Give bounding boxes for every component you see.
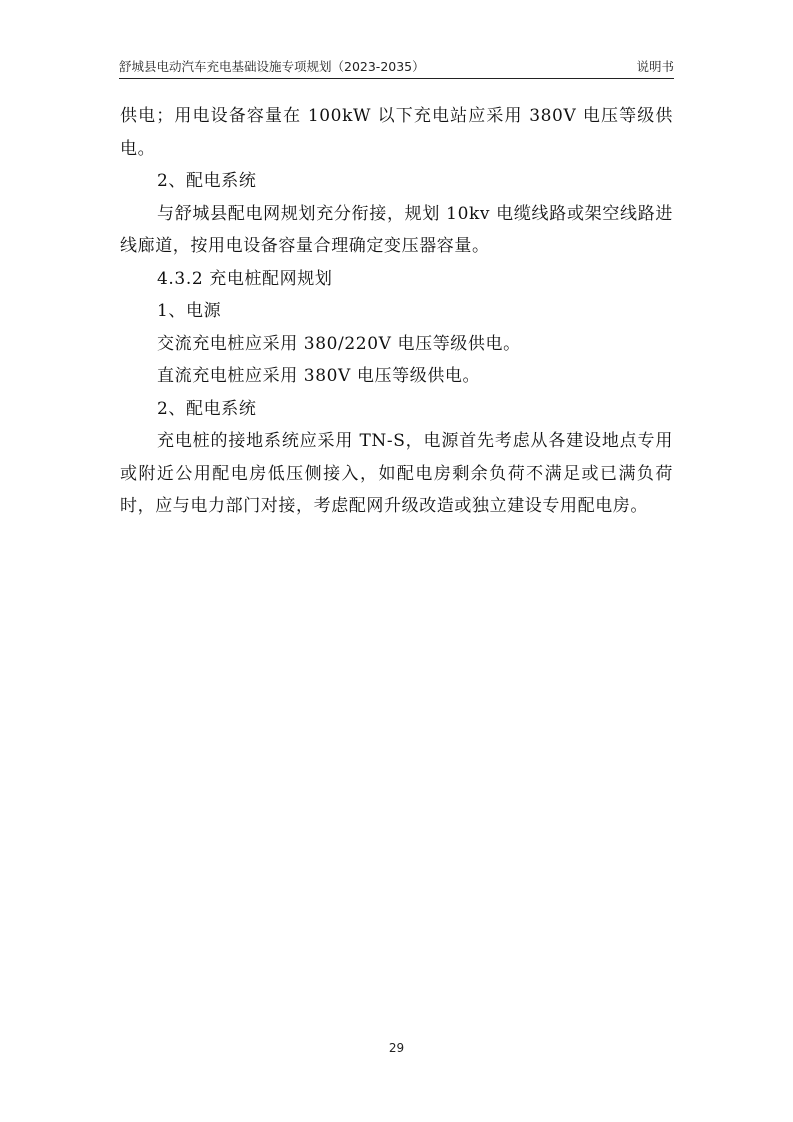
- list-item-distribution-system-2: 2、配电系统: [157, 398, 257, 419]
- paragraph-distribution-network: 与舒城县配电网规划充分衔接，规划 10kv 电缆线路或架空线路进线廊道，按用电设备容量合理确定变压器容量。: [120, 203, 673, 256]
- list-item-power-source: 1、电源: [157, 301, 222, 321]
- document-title: 舒城县电动汽车充电基础设施专项规划（2023-2035）: [119, 59, 425, 74]
- page-number: 29: [388, 1041, 405, 1055]
- paragraph-grounding-system: 充电桩的接地系统应采用 TN-S，电源首先考虑从各建设地点专用或附近公用配电房低压侧接入，如配电房剩余负荷不满足或已满负荷时，应与电力部门对接，考虑配网升级改造或独立建设专用配电房。: [120, 431, 673, 516]
- section-heading-4-3-2: 4.3.2 充电桩配网规划: [157, 268, 333, 289]
- list-item-distribution-system: 2、配电系统: [157, 171, 257, 191]
- document-body: [120, 100, 673, 523]
- paragraph-continued-text: 供电；用电设备容量在 100kW 以下充电站应采用 380V 电压等级供电。: [120, 106, 673, 159]
- document-section-label: 说明书: [636, 59, 674, 74]
- page-header: [119, 56, 674, 79]
- paragraph-dc-charger: 直流充电桩应采用 380V 电压等级供电。: [157, 366, 481, 386]
- paragraph-ac-charger: 交流充电桩应采用 380/220V 电压等级供电。: [157, 333, 521, 354]
